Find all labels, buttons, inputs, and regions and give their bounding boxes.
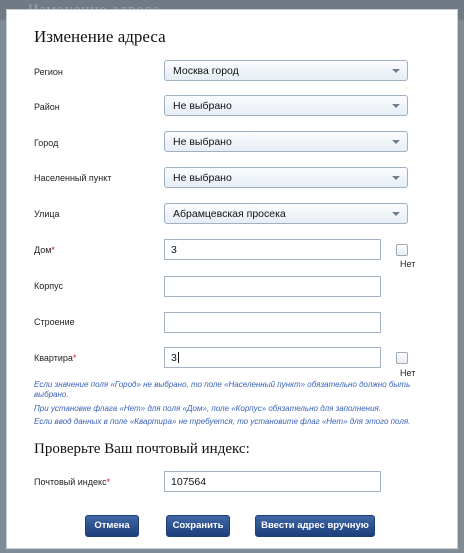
note-house-building: При установке флага «Нет» для поля «Дом», поле «Корпус» обязательно для заполнения. — [34, 404, 382, 413]
house-label — [34, 245, 55, 255]
region-label: Регион — [34, 67, 63, 77]
text-cursor — [178, 352, 179, 363]
save-button[interactable]: Сохранить — [166, 515, 230, 537]
city-select[interactable] — [164, 131, 408, 152]
district-label: Район — [34, 102, 60, 112]
apartment-label — [34, 353, 76, 363]
manual-address-button[interactable]: Ввести адрес вручную — [255, 515, 375, 537]
note-apartment: Если ввод данных в поле «Квартира» не требуется, то установите флаг «Нет» для этого поля. — [34, 417, 411, 426]
apartment-input-value: 3 — [171, 352, 177, 364]
locality-label: Населенный пункт — [34, 173, 112, 183]
note-city-locality: Если значение поля «Город» не выбрано, то поле «Населенный пункт» обязательно должно быть выбрано. — [34, 380, 411, 399]
chevron-down-icon — [392, 104, 400, 108]
postal-heading: Проверьте Ваш почтовый индекс: — [34, 441, 250, 457]
postal-label-text: Почтовый индекс — [34, 477, 107, 487]
postal-code-input[interactable] — [164, 471, 381, 492]
house-input-value: 3 — [171, 244, 177, 256]
locality-select-value: Не выбрано — [173, 172, 232, 184]
house-input[interactable] — [164, 239, 381, 260]
required-marker: * — [72, 353, 77, 363]
building-label: Корпус — [34, 281, 64, 291]
street-select-value: Абрамцевская просека — [173, 208, 286, 220]
street-select[interactable] — [164, 203, 408, 224]
apartment-label-text: Квартира — [34, 353, 73, 363]
house-no-checkbox[interactable] — [396, 244, 408, 256]
city-label: Город — [34, 138, 59, 148]
region-select[interactable] — [164, 60, 408, 81]
cancel-button[interactable]: Отмена — [85, 515, 139, 537]
house-no-label: Нет — [400, 259, 416, 269]
district-select-value: Не выбрано — [173, 100, 232, 112]
apartment-no-checkbox[interactable] — [396, 352, 408, 364]
locality-select[interactable] — [164, 167, 408, 188]
structure-label: Строение — [34, 317, 75, 327]
region-select-value: Москва город — [173, 65, 239, 77]
required-marker: * — [51, 245, 55, 255]
chevron-down-icon — [392, 69, 400, 73]
chevron-down-icon — [392, 140, 400, 144]
postal-label — [34, 477, 110, 487]
apartment-input[interactable] — [164, 347, 381, 368]
chevron-down-icon — [392, 176, 400, 180]
required-marker: * — [106, 477, 111, 487]
city-select-value: Не выбрано — [173, 136, 232, 148]
structure-input[interactable] — [164, 312, 381, 333]
postal-code-value: 107564 — [171, 476, 207, 488]
chevron-down-icon — [392, 212, 400, 216]
house-label-text: Дом — [34, 245, 52, 255]
apartment-no-label: Нет — [400, 368, 416, 378]
district-select[interactable] — [164, 95, 408, 116]
dialog-title: Изменение адреса — [34, 27, 166, 46]
street-label: Улица — [34, 209, 60, 219]
building-input[interactable] — [164, 276, 381, 297]
change-address-dialog — [6, 9, 458, 549]
